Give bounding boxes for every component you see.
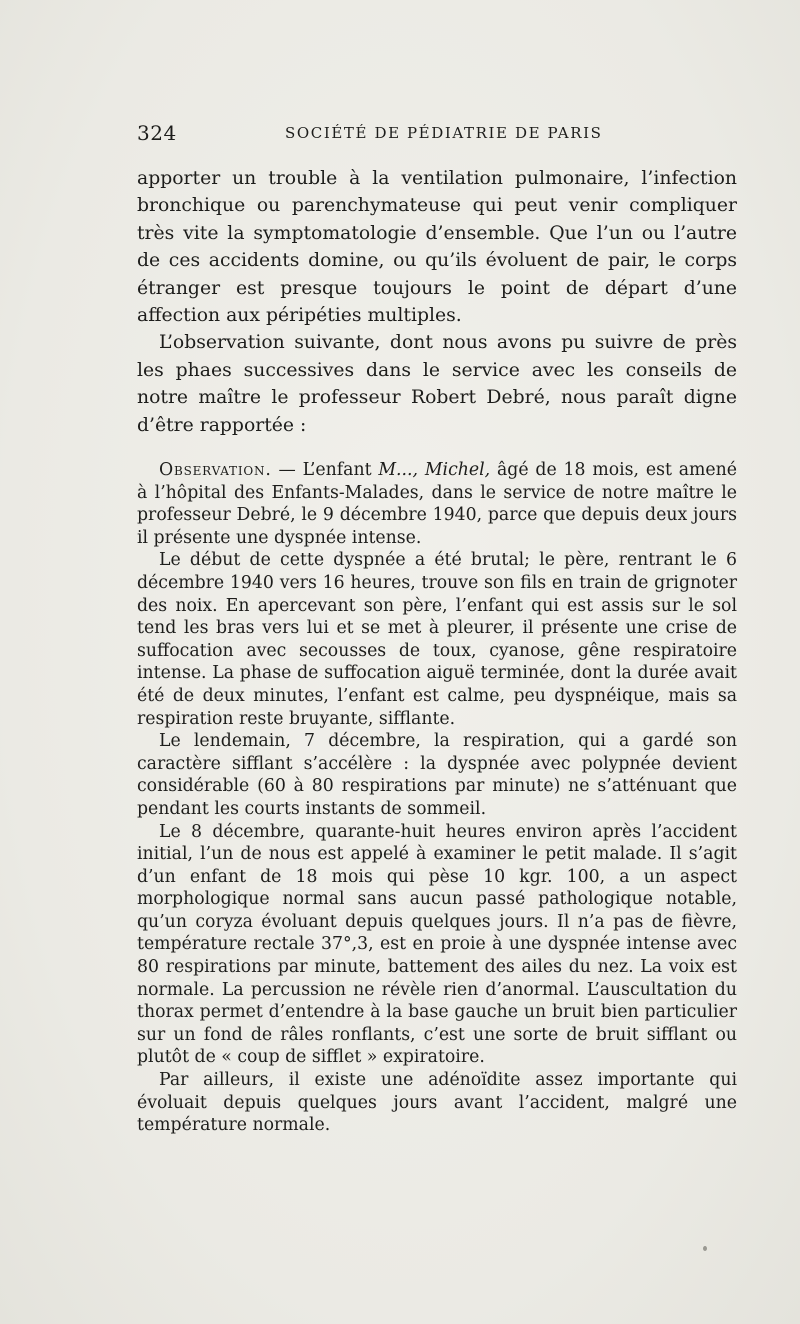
patient-name: M..., Michel, bbox=[378, 460, 491, 480]
observation-dash: — L’enfant bbox=[271, 460, 379, 480]
running-title: SOCIÉTÉ DE PÉDIATRIE DE PARIS bbox=[285, 124, 603, 142]
observation-paragraph: Par ailleurs, il existe une adénoïdite assez importante qui évoluait depuis quelques jours avant l’accident, malgré une température normale. bbox=[137, 1070, 737, 1136]
observation-paragraph: Le lendemain, 7 décembre, la respiration, qui a gardé son caractère sifflant s’accélère : la dyspnée avec polypnée devient considérable (60 à 80 respirations par minute) ne s’atténuant que pendant les courts instants de sommeil. bbox=[137, 731, 737, 819]
observation-paragraph: Le début de cette dyspnée a été brutal; le père, rentrant le 6 décembre 1940 vers 16 heures, trouve son fils en train de grignoter des noix. En apercevant son père, l’enfant qui est assis sur le sol tend les bras vers lui et se met à pleurer, il présente une crise de suffocation avec secousses de toux, cyanose, gêne respiratoire intense. La phase de suffocation aiguë terminée, dont la durée avait été de deux minutes, l’enfant est calme, peu dyspnéique, mais sa respiration reste bruyante, sifflante. bbox=[137, 550, 737, 729]
observation-section bbox=[137, 459, 737, 1137]
observation-opening-paragraph bbox=[137, 459, 737, 549]
intro-paragraph: apporter un trouble à la ventilation pulmonaire, l’infection bronchique ou parenchymateuse qui peut venir compliquer très vite la symptomatologie d’ensemble. Que l’un ou l’autre de ces accidents domine, ou qu’ils évoluent de pair, le corps étranger est presque toujours le point de départ d’une affection aux péripéties multiples. bbox=[137, 168, 737, 327]
observation-paragraph: Le 8 décembre, quarante-huit heures environ après l’accident initial, l’un de nous est appelé à examiner le petit malade. Il s’agit d’un enfant de 18 mois qui pèse 10 kgr. 100, a un aspect morphologique normal sans aucun passé pathologique notable, qu’un coryza évoluant depuis quelques jours. Il n’a pas de fièvre, température rectale 37°,3, est en proie à une dyspnée intense avec 80 respirations par minute, battement des ailes du nez. La voix est normale. La percussion ne révèle rien d’anormal. L’auscultation du thorax permet d’entendre à la base gauche un bruit bien particulier sur un fond de râles ronflants, c’est une sorte de bruit sifflant ou plutôt de « coup de sifflet » expiratoire. bbox=[137, 821, 737, 1068]
page-number: 324 bbox=[137, 121, 177, 145]
observation-label: Observation. bbox=[159, 460, 272, 480]
intro-paragraph: L’observation suivante, dont nous avons pu suivre de près les phaes successives dans le service avec les conseils de notre maître le professeur Robert Debré, nous paraît digne d’être rapportée : bbox=[137, 332, 737, 436]
page-header bbox=[137, 121, 735, 145]
paper-speck bbox=[703, 1246, 707, 1251]
intro-text bbox=[137, 165, 737, 439]
observation-opening-text: âgé de 18 mois, est amené à l’hôpital des Enfants-Malades, dans le service de notre maître le professeur Debré, le 9 décembre 1940, parce que depuis deux jours il présente une dyspnée intense. bbox=[137, 460, 737, 548]
